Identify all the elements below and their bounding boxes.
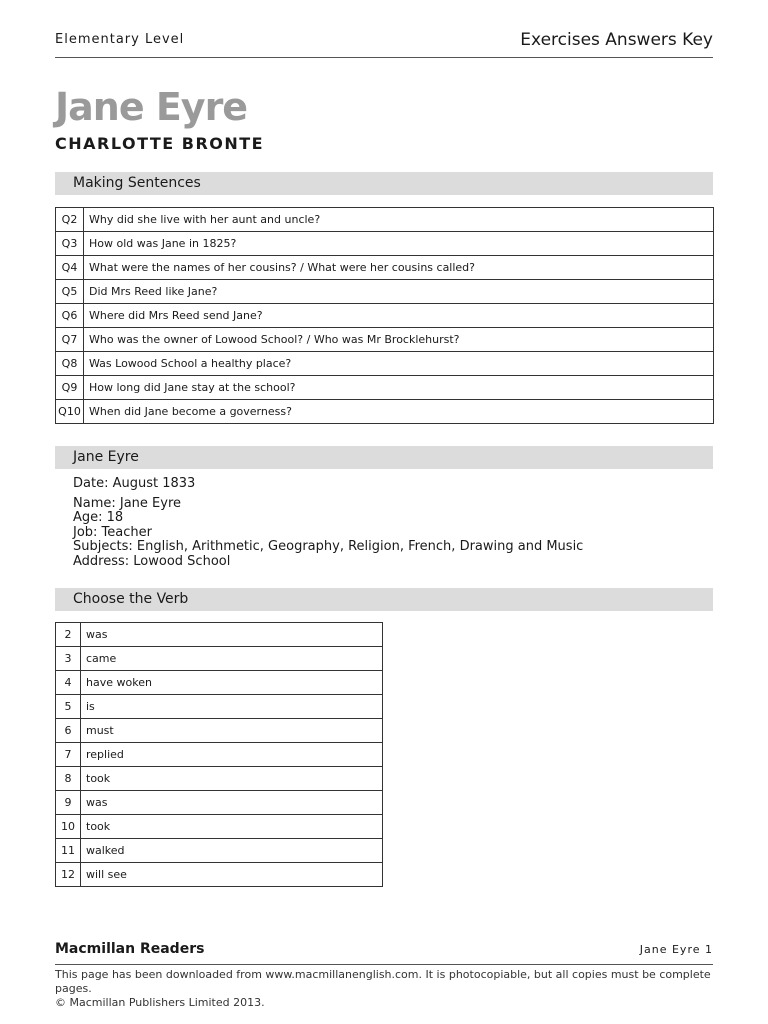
section-heading-label: Choose the Verb [73,591,189,607]
item-number: 5 [56,695,81,719]
table-row [56,863,383,887]
level-label: Elementary Level [55,32,185,47]
profile-date: Date: August 1833 [73,476,196,491]
profile-subjects: Subjects: English, Arithmetic, Geography, Religion, French, Drawing and Music [73,539,584,555]
table-row [56,719,383,743]
jane-eyre-profile [73,477,583,570]
table-row [56,815,383,839]
copyright-line: © Macmillan Publishers Limited 2013. [55,996,265,1009]
table-row [56,647,383,671]
table-row [56,671,383,695]
answer-text: Why did she live with her aunt and uncle? [84,208,714,232]
question-number: Q3 [56,232,84,256]
verb-answer: was [81,623,383,647]
making-sentences-table [55,207,714,424]
question-number: Q2 [56,208,84,232]
question-number: Q6 [56,304,84,328]
verb-answer: came [81,647,383,671]
item-number: 11 [56,839,81,863]
page-header [55,28,713,58]
question-number: Q4 [56,256,84,280]
verb-answer: took [81,815,383,839]
verb-answer: must [81,719,383,743]
item-number: 9 [56,791,81,815]
table-row [56,623,383,647]
verb-answer: is [81,695,383,719]
profile-job: Job: Teacher [73,524,152,540]
section-heading-choose-verb [55,588,713,611]
profile-name: Name: Jane Eyre [73,495,181,511]
item-number: 7 [56,743,81,767]
section-heading-label: Jane Eyre [73,449,139,465]
answer-text: What were the names of her cousins? / What were her cousins called? [84,256,714,280]
item-number: 4 [56,671,81,695]
answer-text: Was Lowood School a healthy place? [84,352,714,376]
item-number: 8 [56,767,81,791]
question-number: Q10 [56,400,84,424]
table-row [56,839,383,863]
table-row [56,328,714,352]
table-row [56,791,383,815]
answer-text: How old was Jane in 1825? [84,232,714,256]
worksheet-page [55,0,713,1024]
answers-key-title: Exercises Answers Key [520,30,713,50]
table-row [56,695,383,719]
copyright-note [55,968,713,1010]
answer-text: Did Mrs Reed like Jane? [84,280,714,304]
profile-age: Age: 18 [73,510,124,526]
item-number: 2 [56,623,81,647]
table-row [56,208,714,232]
publisher-brand: Macmillan Readers [55,941,205,957]
table-row [56,767,383,791]
section-heading-jane-eyre [55,446,713,469]
verb-answer: replied [81,743,383,767]
item-number: 12 [56,863,81,887]
verb-answer: was [81,791,383,815]
page-footer [55,940,713,965]
table-row [56,232,714,256]
book-title: Jane Eyre [55,85,248,129]
book-author: CHARLOTTE BRONTE [55,134,265,153]
choose-verb-table [55,622,383,887]
profile-address: Address: Lowood School [73,553,231,569]
table-row [56,304,714,328]
item-number: 6 [56,719,81,743]
verb-answer: have woken [81,671,383,695]
section-heading-making-sentences [55,172,713,195]
item-number: 10 [56,815,81,839]
table-row [56,352,714,376]
table-row [56,400,714,424]
table-row [56,743,383,767]
page-reference: Jane Eyre 1 [639,943,713,956]
verb-answer: took [81,767,383,791]
answer-text: When did Jane become a governess? [84,400,714,424]
verb-answer: walked [81,839,383,863]
answer-text: Who was the owner of Lowood School? / Who was Mr Brocklehurst? [84,328,714,352]
table-row [56,256,714,280]
answer-text: How long did Jane stay at the school? [84,376,714,400]
item-number: 3 [56,647,81,671]
question-number: Q7 [56,328,84,352]
question-number: Q9 [56,376,84,400]
verb-answer: will see [81,863,383,887]
question-number: Q5 [56,280,84,304]
table-row [56,376,714,400]
table-row [56,280,714,304]
answer-text: Where did Mrs Reed send Jane? [84,304,714,328]
section-heading-label: Making Sentences [73,175,201,191]
question-number: Q8 [56,352,84,376]
download-note: This page has been downloaded from www.macmillanenglish.com. It is photocopiable, but all copies must be complete pages. [55,968,711,995]
